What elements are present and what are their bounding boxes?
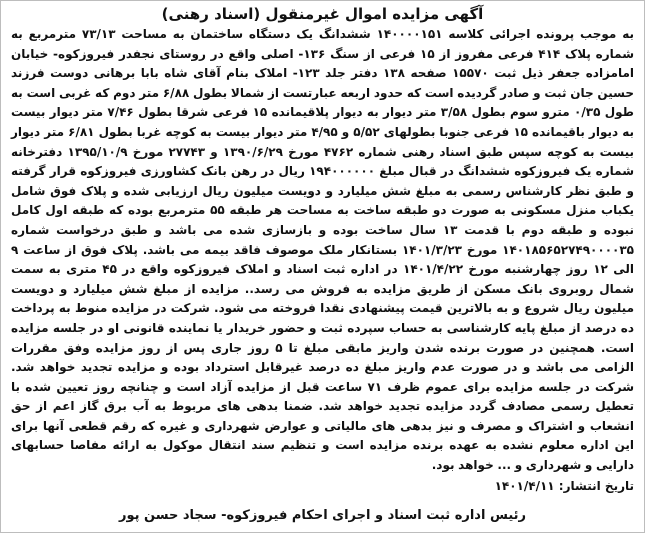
publication-date: تاریخ انتشار: ۱۴۰۱/۴/۱۱ — [494, 478, 634, 493]
signature-line: رئیس اداره ثبت اسناد و اجرای احکام فیروزکوه- سجاد حسن پور — [118, 507, 527, 523]
notice-title: آگهی مزایده اموال غیرمنقول (اسناد رهنی) — [161, 5, 484, 23]
notice-body: به موجب پرونده اجرائی کلاسه ۱۴۰۰۰۰۱۵۱ ششدانگ یک دستگاه ساختمان به مساحت ۷۳/۱۳ مترمربع به شماره پلاک ۴۱۴ فرعی مفروز از ۱۵ فرعی از سنگ ۱۳۶- اصلی واقع در روستای نجفدر فیروزکوه- خیابان امامزاده جعفر ذیل ثبت ۱۵۵۷۰ صفحه ۱۳۸ دفتر جلد ۱۲۳- املاک بنام آقای شاه بابا برهانی دوست فرزند حسین جان ثبت و صادر گردیده است که حدود اربعه عبارتست از شمالا بطول ۶/۸۸ متر دوم که غربی است به طول ۰/۳۵ مترو سوم بطول ۳/۵۸ متر دیوار به دیوار پلاقیمانده ۱۵ فرعی شرقا بطول ۷/۴۶ متر دیوار بیست به دیوار باقیمانده ۱۵ فرعی جنوبا بطولهای ۵/۵۲ و ۴/۹۵ متر دیوار بیست به کوچه غربا بطول ۶/۸۱ متر دیوار بیست به کوچه سپس طبق اسناد رهنی شماره ۴۷۶۲ مورخ ۱۳۹۰/۶/۲۹ و ۲۷۷۴۳ مورخ ۱۳۹۵/۱۰/۹ دفترخانه شماره یک فیروزکوه ششدانگ در قبال مبلغ ۱۹۴۰۰۰۰۰۰ ریال در رهن بانک کشاورزی فیروزکوه قرار گرفته و طبق نظر کارشناس رسمی به مبلغ شش میلیارد و دویست میلیون ریال ارزیابی شده و پلاک فوق شامل یکباب منزل مسکونی به صورت دو طبقه ساخت به مساحت هر طبقه ۵۵ مترمربع بوده که طبقه اول کامل نبوده و طبقه دوم با قدمت ۱۳ سال ساخت بوده و بازسازی شده می باشد و طبق درخواست شماره ۱۴۰۱۸۵۶۵۲۷۴۹۰۰۰۰۳۵ مورخ ۱۴۰۱/۳/۲۳ بستانکار ملک موصوف فاقد بیمه می باشد. پلاک فوق از ساعت ۹ الی ۱۲ روز چهارشنبه مورخ ۱۴۰۱/۴/۲۲ در اداره ثبت اسناد و املاک فیروزکوه واقع در ۴۵ متری به سمت شمال روبروی بانک مسکن از طریق مزایده به فروش می رسد.. مزایده از مبلغ شش میلیارد و دویست میلیون ریال شروع و به بالاترین قیمت پیشنهادی نقدا فروخته می شود. شرکت در مزایده منوط به پرداخت ده درصد از مبلغ پایه کارشناسی به حساب سپرده ثبت و حضور خریدار یا نماینده قانونی او در جلسه مزایده است. همچنین در صورت برنده شدن واریز مابقی مبلغ تا ۵ روز جاری پس از روز مزایده وفق مقررات الزامی می باشد و در صورت عدم واریز مبلغ ده درصد غیرقابل استرداد بوده و مزایده تجدید خواهد شد. شرکت در جلسه مزایده برای عموم ظرف ۷۱ ساعت قبل از مزایده آزاد است و چنانچه روز تعیین شده با تعطیل رسمی مصادف گردد مزایده تجدید خواهد شد. ضمنا بدهی های مربوط به آب برق گاز اعم از حق انشعاب و اشتراک و مصرف و نیز بدهی های مالیاتی و عوارض شهرداری و غیره که رقم قطعی آنها برای این اداره معلوم نشده به عهده برنده مزایده است و تنظیم سند انتقال موکول به ارائه مفاصا حسابهای دارایی و شهرداری و ... خواهد بود. — [11, 27, 635, 473]
